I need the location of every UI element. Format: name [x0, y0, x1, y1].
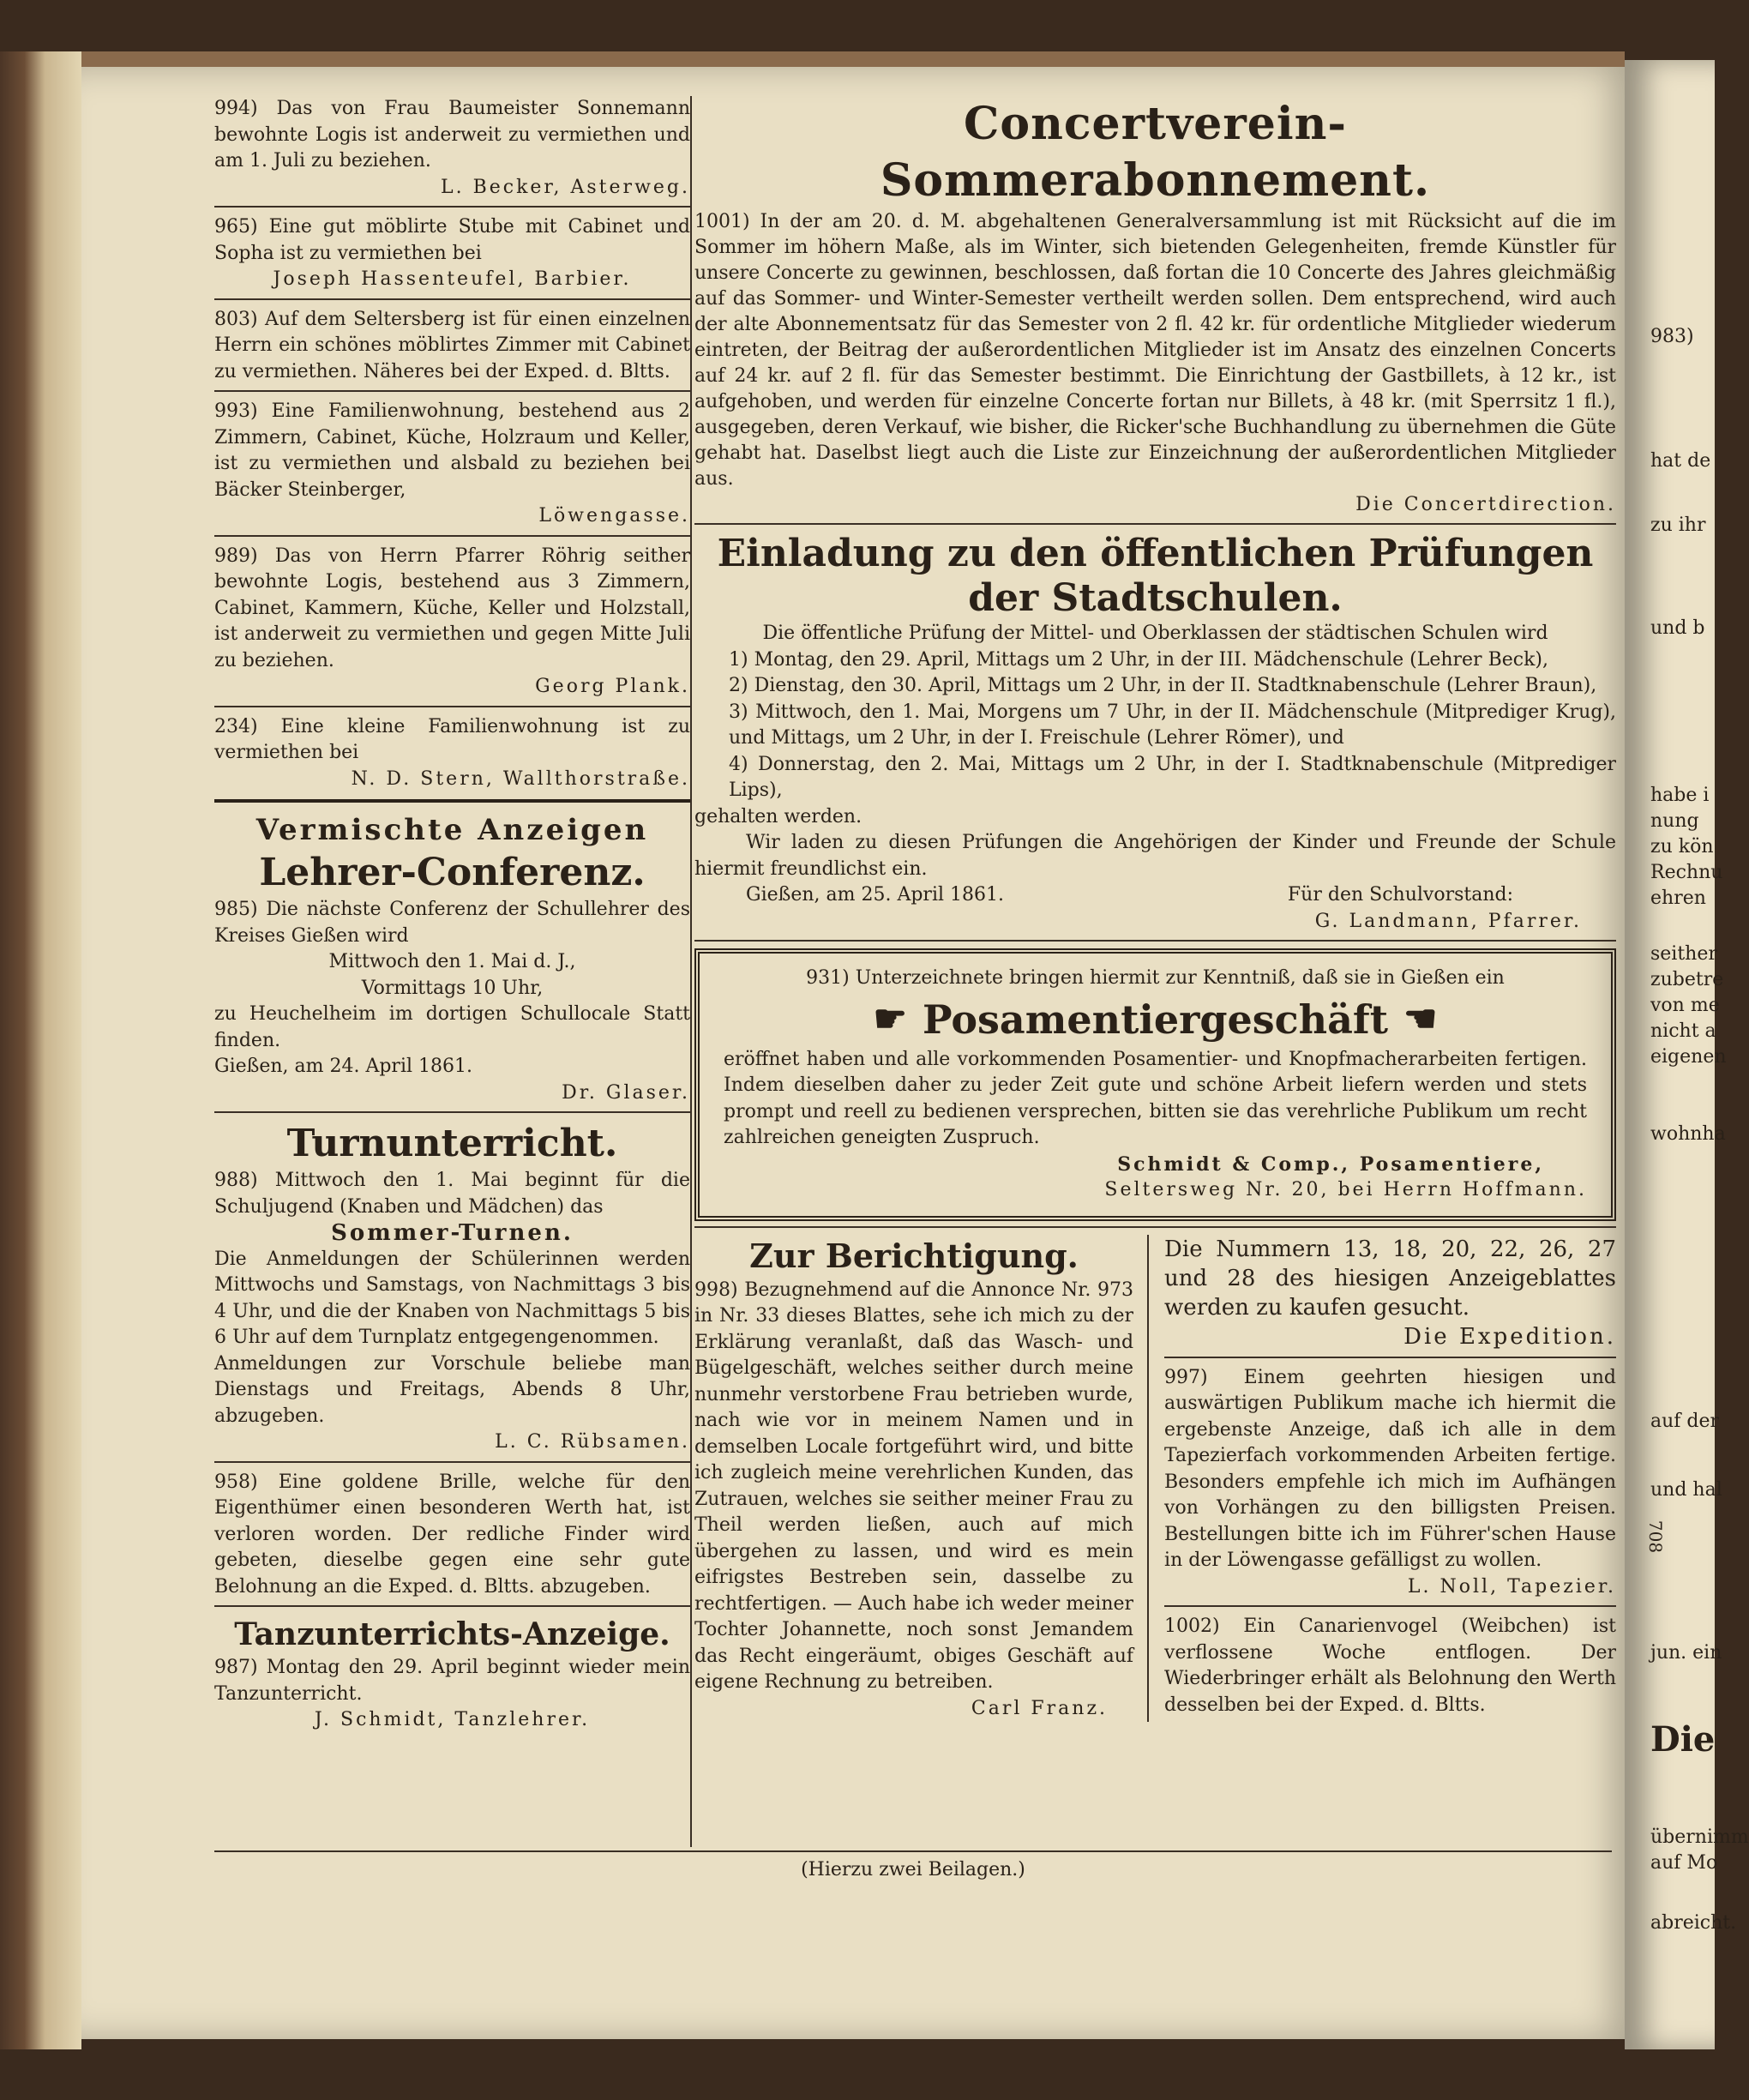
- fragment: von me: [1650, 995, 1720, 1016]
- fragment: ehren: [1650, 888, 1706, 909]
- fragment: zu ihr: [1650, 514, 1706, 536]
- divider: [214, 535, 690, 537]
- ad-signature: Für den Schulvorstand:: [1287, 884, 1513, 906]
- fragment: und hal: [1650, 1479, 1722, 1501]
- fragment: abreicht.: [1650, 1912, 1737, 1934]
- ad-text: Die Nummern 13, 18, 20, 22, 26, 27 und 28 des hiesigen Anzeigeblattes werden zu kaufen gesucht.: [1164, 1236, 1616, 1321]
- page-number: 708: [1645, 1519, 1667, 1554]
- footer-note: (Hierzu zwei Beilagen.): [801, 1859, 1025, 1880]
- divider: [214, 1461, 690, 1463]
- posament-title: Posamentiergeschäft: [923, 996, 1388, 1043]
- ad-nummern: [1164, 1235, 1616, 1351]
- pointing-hand-left-icon: ☚: [1403, 996, 1438, 1041]
- berichtigung-title: Zur Berichtigung.: [749, 1236, 1079, 1275]
- ad-text: 993) Eine Familienwohnung, bestehend aus 2 Zimmern, Cabinet, Küche, Holzraum und Keller, ist zu vermiethen und alsbald zu beziehen bei Bäcker Steinberger,: [214, 400, 690, 501]
- fragment: seither: [1650, 943, 1717, 965]
- ad-989: [214, 544, 690, 701]
- ad-text: Die Anmeldungen der Schülerinnen werden Mittwochs und Samstags, von Nachmittags 3 bis 4 Uhr, und die der Knaben von Nachmittags 5 bis 6 Uhr auf dem Turnplatz entgegengenommen.: [214, 1248, 690, 1348]
- conferenz-title: Lehrer-Conferenz.: [259, 851, 646, 894]
- ad-signature: J. Schmidt, Tanzlehrer.: [314, 1709, 591, 1730]
- divider: [214, 206, 690, 208]
- ad-text: 998) Bezugnehmend auf die Annonce Nr. 973 in Nr. 33 dieses Blattes, sehe ich mich zu der Erklärung veranlaßt, daß das Wasch- und Bügelgeschäft, welches seither durch meine nunmehr verstorbene Frau betrieben wurde, nach wie vor in meinem Namen und in demselben Locale fortgeführt wird, und bitte ich zugleich meine verehrlichen Kunden, das Zutrauen, welches sie seither meiner Frau zu Theil werden ließen, auch auf mich übergehen zu lassen, und wird es mein eifrigstes Bestreben sein, dasselbe zu rechtfertigen. — Auch habe ich weder meiner Tochter Johannette, noch sonst Jemandem das Recht eingeräumt, obiges Geschäft auf eigene Rechnung zu betreiben.: [694, 1279, 1134, 1693]
- column-rule: [690, 96, 692, 1847]
- tanz-title: Tanzunterrichts-Anzeige.: [234, 1616, 670, 1652]
- ad-text: 234) Eine kleine Familienwohnung ist zu vermiethen bei: [214, 715, 690, 763]
- book-edge: [0, 51, 81, 2049]
- posament-frame: [694, 948, 1616, 1221]
- ad-987: [214, 1655, 690, 1734]
- list-item: 4) Donnerstag, den 2. Mai, Mittags um 2 Uhr, in der I. Stadtknabenschule (Mitprediger Lips),: [729, 753, 1616, 801]
- ad-text: Die öffentliche Prüfung der Mittel- und Oberklassen der städtischen Schulen wird: [762, 623, 1548, 644]
- divider: [214, 1605, 690, 1607]
- ad-signature: Die Concertdirection.: [1355, 494, 1616, 515]
- ad-1001: [694, 209, 1616, 518]
- divider: [214, 706, 690, 707]
- footer-rule: [214, 1850, 1612, 1852]
- ad-text: 965) Eine gut möblirte Stube mit Cabinet und Sopha ist zu vermiethen bei: [214, 216, 690, 264]
- divider: [1164, 1605, 1616, 1607]
- ad-1002: [1164, 1614, 1616, 1718]
- ad-text: Wir laden zu diesen Prüfungen die Angehörigen der Kinder und Freunde der Schule hiermit freundlichst ein.: [694, 832, 1616, 880]
- ad-highlight: Sommer-Turnen.: [331, 1220, 574, 1246]
- turn-title: Turnunterricht.: [286, 1122, 618, 1165]
- ad-text: Vormittags 10 Uhr,: [361, 977, 544, 999]
- fragment: wohnha: [1650, 1123, 1726, 1145]
- book-spine-top: [81, 51, 1625, 67]
- divider: [694, 523, 1616, 525]
- ad-signature: Seltersweg Nr. 20, bei Herrn Hoffmann.: [1104, 1179, 1587, 1200]
- ad-signature: N. D. Stern, Wallthorstraße.: [351, 767, 690, 790]
- divider: [694, 1226, 1616, 1228]
- facing-page: [1625, 60, 1749, 2049]
- fragment: nung: [1650, 810, 1699, 832]
- ad-958: [214, 1470, 690, 1601]
- fragment: auf Mo: [1650, 1852, 1718, 1874]
- fragment: übernimm: [1650, 1826, 1749, 1848]
- ad-931: [724, 966, 1587, 1204]
- fragment: Die: [1650, 1719, 1716, 1760]
- ad-text: 803) Auf dem Seltersberg ist für einen einzelnen Herrn ein schönes möblirtes Zimmer mit Cabinet zu vermiethen. Näheres bei der Exped. d. Bltts.: [214, 308, 690, 382]
- ad-text: 987) Montag den 29. April beginnt wieder mein Tanzunterricht.: [214, 1657, 690, 1705]
- ad-signature: Schmidt & Comp., Posamentiere,: [1117, 1152, 1544, 1176]
- fragment: zu kön: [1650, 836, 1714, 857]
- right-ads-column: [1149, 1235, 1616, 1723]
- list-item: 1) Montag, den 29. April, Mittags um 2 Uhr, in der III. Mädchenschule (Lehrer Beck),: [729, 648, 1548, 671]
- concert-title: Concertverein-Sommerabonnement.: [880, 98, 1431, 207]
- ad-993: [214, 399, 690, 530]
- ad-signature: L. C. Rübsamen.: [495, 1431, 690, 1453]
- fragment: auf der: [1650, 1411, 1720, 1432]
- ad-text: 997) Einem geehrten hiesigen und auswärtigen Publikum mache ich hiermit die ergebenste Anzeige, daß ich alle in dem Tapezierfach vorkommenden Arbeiten fertige. Besonders empfehle ich mich im Aufhängen von Vorhängen zu den billigsten Preisen. Bestellungen bitte ich im Führer'schen Hause in der Löwengasse gefälligst zu wollen.: [1164, 1366, 1616, 1571]
- ad-text: Mittwoch den 1. Mai d. J.,: [328, 951, 576, 972]
- fragment: eigenen: [1650, 1046, 1727, 1068]
- ad-text: gehalten werden.: [694, 805, 862, 827]
- ad-text: eröffnet haben und alle vorkommenden Posamentier- und Knopfmacherarbeiten fertigen. Indem dieselben daher zu jeder Zeit gute und schöne Arbeit liefern werden und stets prompt und reell zu bedienen versprechen, bitten sie das verehrliche Publikum um recht zahlreichen geneigten Zuspruch.: [724, 1048, 1587, 1148]
- ad-pruefungen: [694, 621, 1616, 935]
- fragment: hat de: [1650, 450, 1711, 472]
- ad-803: [214, 307, 690, 386]
- fragment: habe i: [1650, 785, 1710, 806]
- fragment: jun. ein: [1650, 1642, 1722, 1664]
- left-column: [214, 96, 690, 1734]
- ad-text: 1002) Ein Canarienvogel (Weibchen) ist verflossene Woche entflogen. Der Wiederbringer erhält als Belohnung den Werth desselben bei der Exped. d. Bltts.: [1164, 1616, 1616, 1716]
- ad-text: 958) Eine goldene Brille, welche für den Eigenthümer einen besonderen Werth hat, ist verloren worden. Der redliche Finder wird gebeten, dieselbe gegen eine sehr gute Belohnung an die Exped. d. Bltts. abzugeben.: [214, 1471, 690, 1598]
- fragment: 983): [1650, 326, 1694, 347]
- ad-signature: Joseph Hassenteufel, Barbier.: [273, 268, 632, 290]
- main-column: [694, 96, 1616, 1722]
- ad-998: [694, 1278, 1133, 1723]
- ad-text: 994) Das von Frau Baumeister Sonnemann bewohnte Logis ist anderweit zu vermiethen und am 1. Juli zu beziehen.: [214, 98, 690, 171]
- ad-signature: L. Becker, Asterweg.: [440, 176, 690, 198]
- ad-signature: Dr. Glaser.: [562, 1081, 690, 1104]
- ad-text: 931) Unterzeichnete bringen hiermit zur Kenntniß, daß sie in Gießen ein: [806, 967, 1505, 989]
- list-item: 2) Dienstag, den 30. April, Mittags um 2 Uhr, in der II. Stadtknabenschule (Lehrer Braun),: [729, 675, 1597, 696]
- ad-text: 985) Die nächste Conferenz der Schullehrer des Kreises Gießen wird: [214, 899, 690, 947]
- ad-997: [1164, 1365, 1616, 1601]
- ad-text: 1001) In der am 20. d. M. abgehaltenen Generalversammlung ist mit Rücksicht auf die im Sommer im höhern Maße, als im Winter, sich bietenden Gelegenheiten, fremde Künstler für unsere Concerte zu gewinnen, beschlossen, daß fortan die 10 Concerte des Jahres gleichmäßig auf das Sommer- und Winter-Semester vertheilt werden sollen. Dem entsprechend, wird auch der alte Abonnementsatz für das Semester von 2 fl. 42 kr. für ordentliche Mitglieder wiederum eintreten, der Beitrag der außerordentlichen Mitglieder ist im Ansatz des einzelnen Concerts auf 24 kr. auf 2 fl. für das Semester bestimmt. Die Einrichtung der Gastbillets, à 12 kr., ist aufgehoben, und werden für einzelne Concerte fortan nur Billets, à 48 kr. (mit Sperrsitz 1 fl.), ausgegeben, deren Verkauf, wie bisher, die Ricker'sche Buchhandlung zu übernehmen die Güte gehabt hat. Daselbst liegt auch die Liste zur Einzeichnung der außerordentlichen Mitglieder aus.: [694, 211, 1616, 490]
- fragment: und b: [1650, 617, 1705, 639]
- section-divider: [214, 799, 690, 803]
- fragment: Rechnu: [1650, 862, 1723, 883]
- divider: [694, 940, 1616, 942]
- divider: [214, 390, 690, 392]
- ad-234: [214, 714, 690, 793]
- ad-date: Gießen, am 25. April 1861.: [746, 884, 1004, 906]
- berichtigung-column: [694, 1235, 1149, 1723]
- divider: [214, 298, 690, 300]
- ad-signature: Carl Franz.: [971, 1697, 1109, 1719]
- ad-988: [214, 1168, 690, 1456]
- ad-text: Anmeldungen zur Vorschule beliebe man Dienstags und Freitags, Abends 8 Uhr, abzugeben.: [214, 1352, 690, 1427]
- divider: [1164, 1357, 1616, 1358]
- ad-text: zu Heuchelheim im dortigen Schullocale Statt finden.: [214, 1003, 690, 1051]
- bottom-split: [694, 1235, 1616, 1723]
- ad-text: 989) Das von Herrn Pfarrer Röhrig seither bewohnte Logis, bestehend aus 3 Zimmern, Cabinet, Kammern, Küche, Keller und Holzstall, ist anderweit zu vermiethen und gegen Mitte Juli zu beziehen.: [214, 545, 690, 671]
- pointing-hand-right-icon: ☛: [873, 996, 907, 1041]
- list-item: 3) Mittwoch, den 1. Mai, Morgens um 7 Uhr, in der II. Mädchenschule (Mitprediger Krug), und Mittags, um 2 Uhr, in der I. Freischule (Lehrer Römer), und: [729, 701, 1616, 749]
- pruefungen-title: Einladung zu den öffentlichen Prüfungen der Stadtschulen.: [717, 532, 1594, 620]
- divider: [214, 1111, 690, 1113]
- ad-signature: G. Landmann, Pfarrer.: [1314, 910, 1582, 932]
- ad-date: Gießen, am 24. April 1861.: [214, 1056, 472, 1077]
- ad-985: [214, 897, 690, 1106]
- ad-signature: Georg Plank.: [535, 676, 690, 697]
- ad-965: [214, 214, 690, 293]
- section-title: Vermischte Anzeigen: [255, 813, 649, 847]
- ad-994: [214, 96, 690, 201]
- ad-signature: L. Noll, Tapezier.: [1407, 1575, 1616, 1598]
- ad-signature: Die Expedition.: [1403, 1323, 1616, 1350]
- fragment: zubetre: [1650, 969, 1724, 990]
- ad-signature: Löwengasse.: [538, 505, 690, 527]
- ad-text: 988) Mittwoch den 1. Mai beginnt für die Schuljugend (Knaben und Mädchen) das: [214, 1170, 690, 1218]
- fragment: nicht a: [1650, 1020, 1716, 1042]
